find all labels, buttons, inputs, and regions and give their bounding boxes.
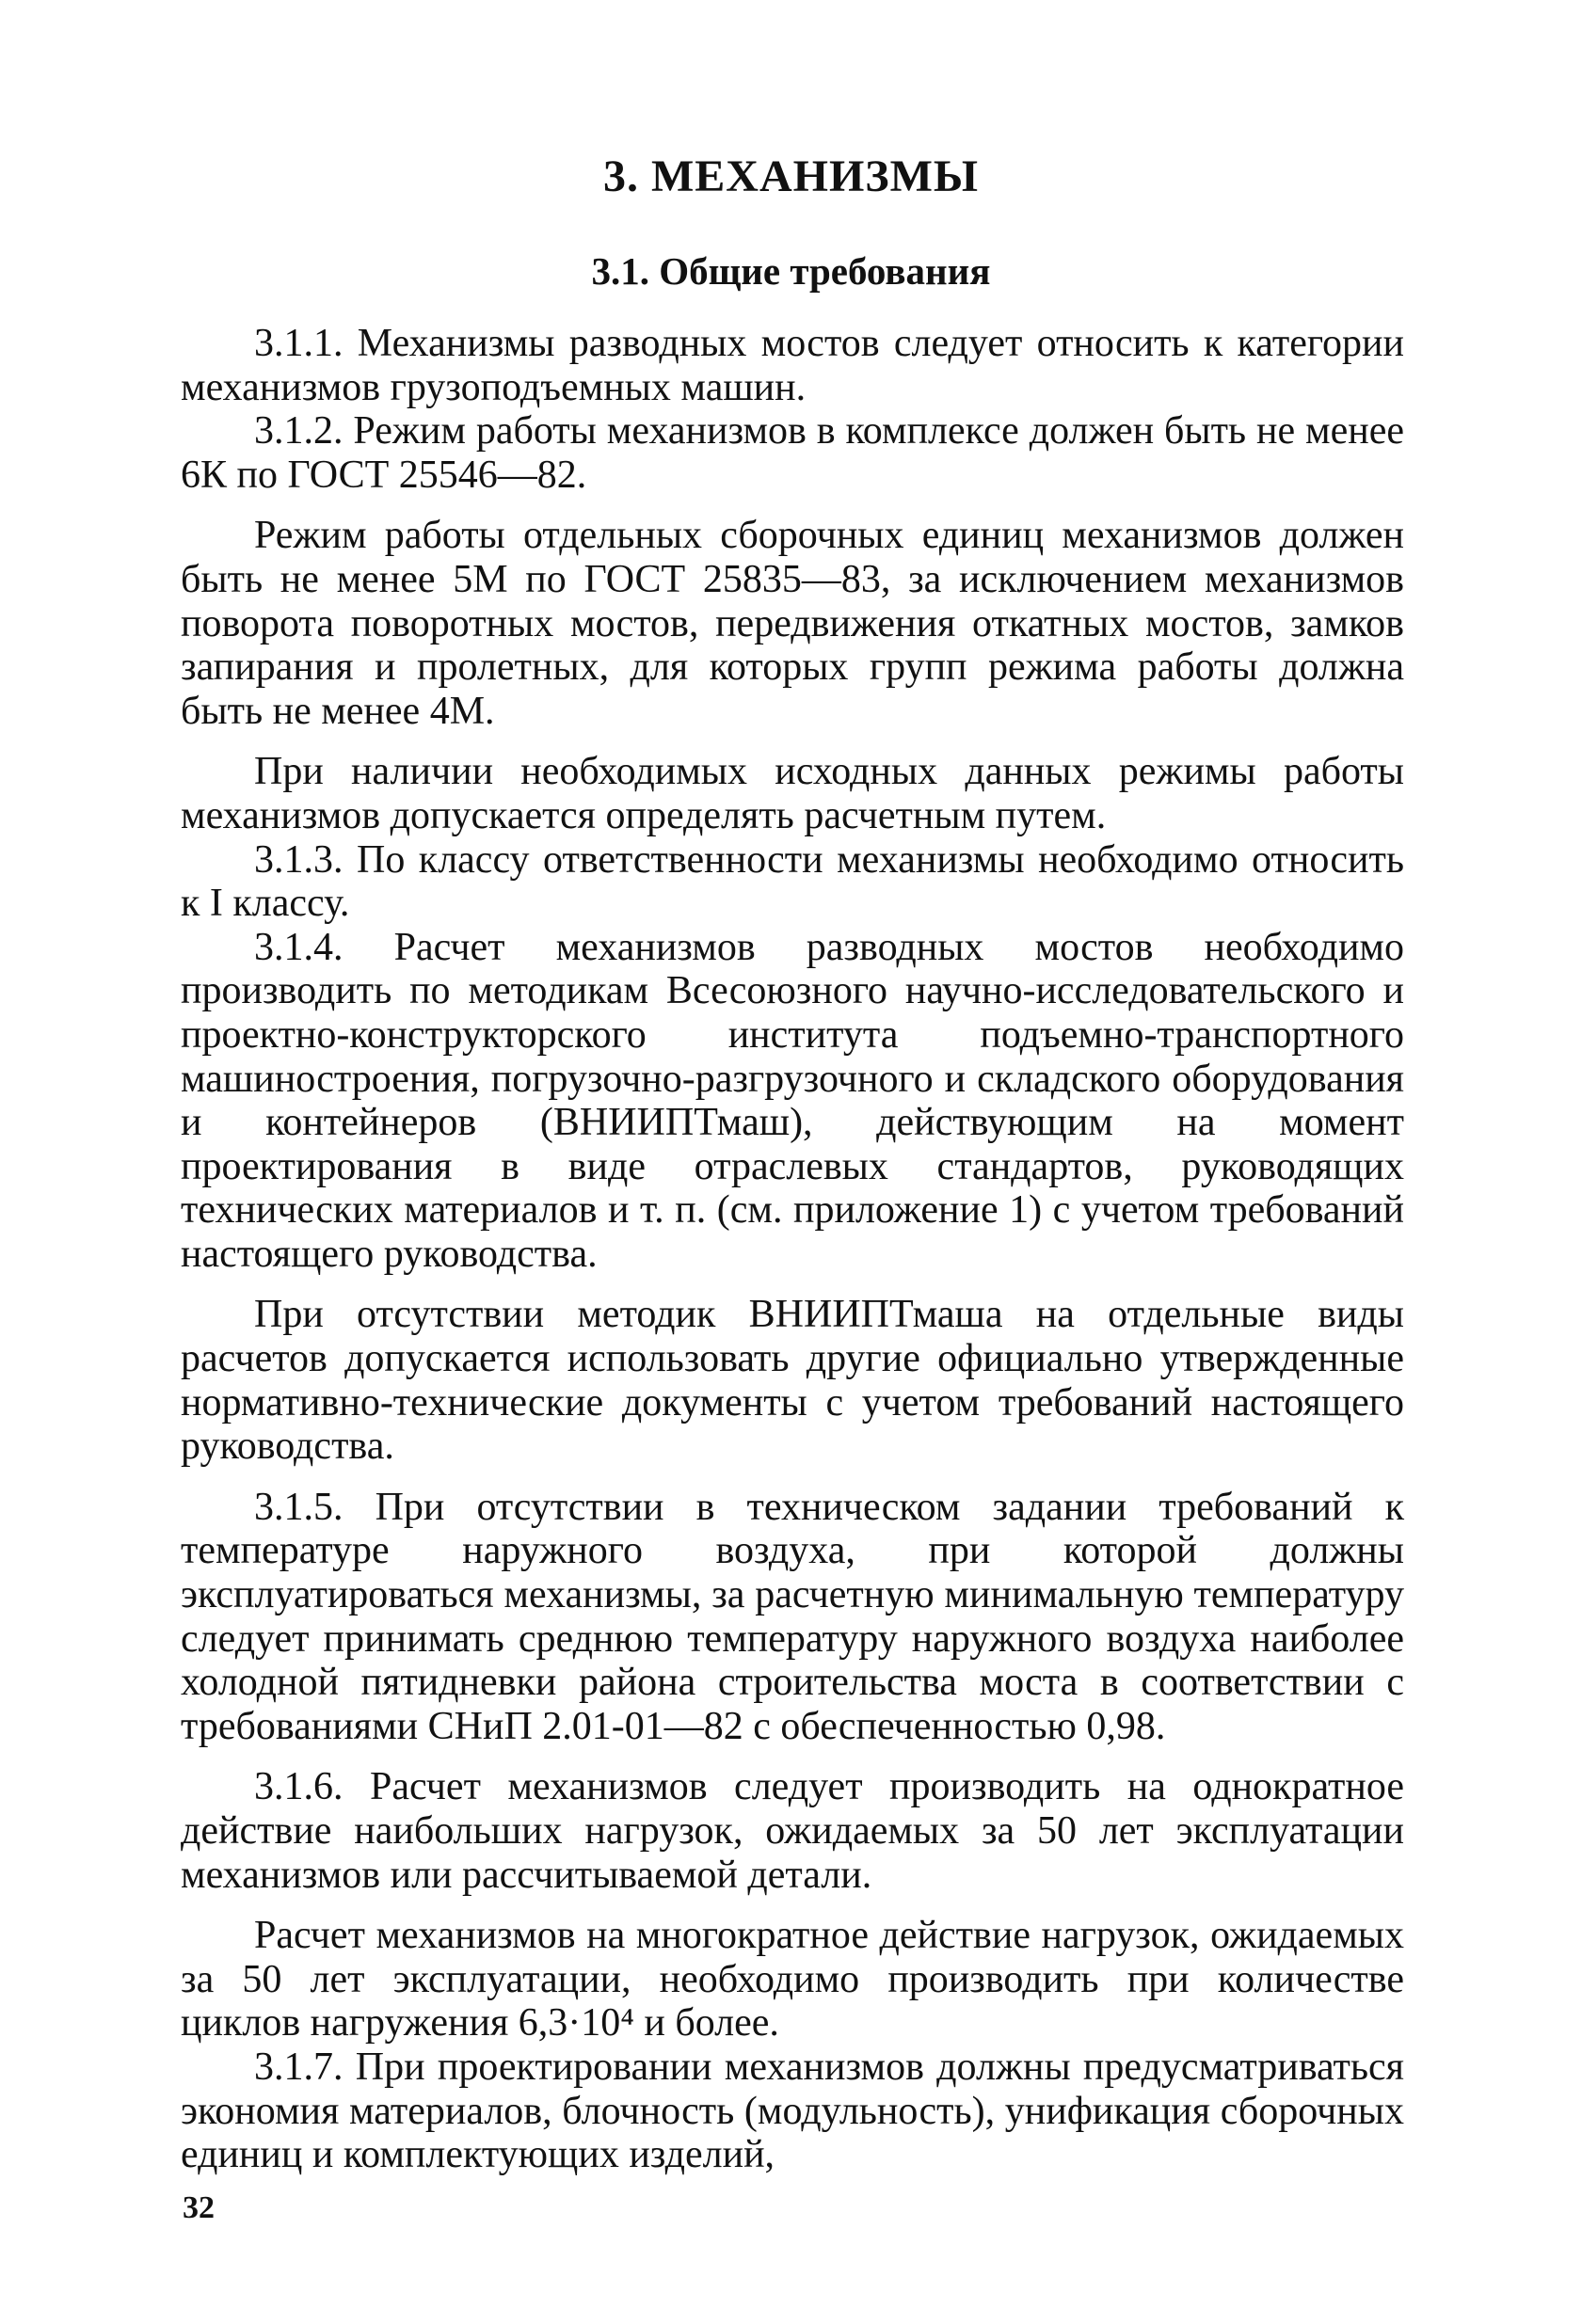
paragraph-input-data: При наличии необходимых исходных данных режимы работы механизмов допускается определять расчетным путем.	[181, 750, 1404, 837]
paragraph-3-1-2: 3.1.2. Режим работы механизмов в комплексе должен быть не менее 6К по ГОСТ 25546—82.	[181, 409, 1404, 497]
body-text	[181, 322, 1404, 2177]
paragraph-3-1-5: 3.1.5. При отсутствии в техническом задании требований к температуре наружного воздуха, при которой должны эксплуатироваться механизмы, за расчетную минимальную температуру следует принимать среднюю температуру наружного воздуха наиболее холодной пятидневки района строительства моста в соответствии с требованиями СНиП 2.01-01—82 с обеспеченностью 0,98.	[181, 1485, 1404, 1748]
paragraph-3-1-3: 3.1.3. По классу ответственности механизмы необходимо относить к I классу.	[181, 837, 1404, 926]
paragraph-3-1-1: 3.1.1. Механизмы разводных мостов следует относить к категории механизмов грузоподъемных машин.	[181, 322, 1404, 409]
paragraph-operating-mode: Режим работы отдельных сборочных единиц механизмов должен быть не менее 5М по ГОСТ 25835—83, за исключением механизмов поворота поворотных мостов, передвижения откатных мостов, замков запирания и пролетных, для которых групп режима работы должна быть не менее 4М.	[181, 514, 1404, 733]
chapter-title: 3. МЕХАНИЗМЫ	[602, 151, 980, 201]
paragraph-3-1-4: 3.1.4. Расчет механизмов разводных мостов необходимо производить по методикам Всесоюзного научно-исследовательского и проектно-конструкторского института подъемно-транспортного машиностроения, погрузочно-разгрузочного и складского оборудования и контейнеров (ВНИИПТмаш), действующим на момент проектирования в виде отраслевых стандартов, руководящих технических материалов и т. п. (см. приложение 1) с учетом требований настоящего руководства.	[181, 925, 1404, 1276]
paragraph-multiple-loads: Расчет механизмов на многократное действие нагрузок, ожидаемых за 50 лет эксплуатации, необходимо производить при количестве циклов нагружения 6,3·10⁴ и более.	[181, 1914, 1404, 2045]
section-title: 3.1. Общие требования	[591, 249, 991, 293]
page-number: 32	[183, 2190, 215, 2225]
paragraph-methods-absence: При отсутствии методик ВНИИПТмаша на отдельные виды расчетов допускается использовать другие официально утвержденные нормативно-технические документы с учетом требований настоящего руководства.	[181, 1293, 1404, 1469]
paragraph-3-1-6: 3.1.6. Расчет механизмов следует производить на однократное действие наибольших нагрузок, ожидаемых за 50 лет эксплуатации механизмов или рассчитываемой детали.	[181, 1765, 1404, 1897]
paragraph-3-1-7: 3.1.7. При проектировании механизмов должны предусматриваться экономия материалов, блочность (модульность), унификация сборочных единиц и комплектующих изделий,	[181, 2045, 1404, 2177]
